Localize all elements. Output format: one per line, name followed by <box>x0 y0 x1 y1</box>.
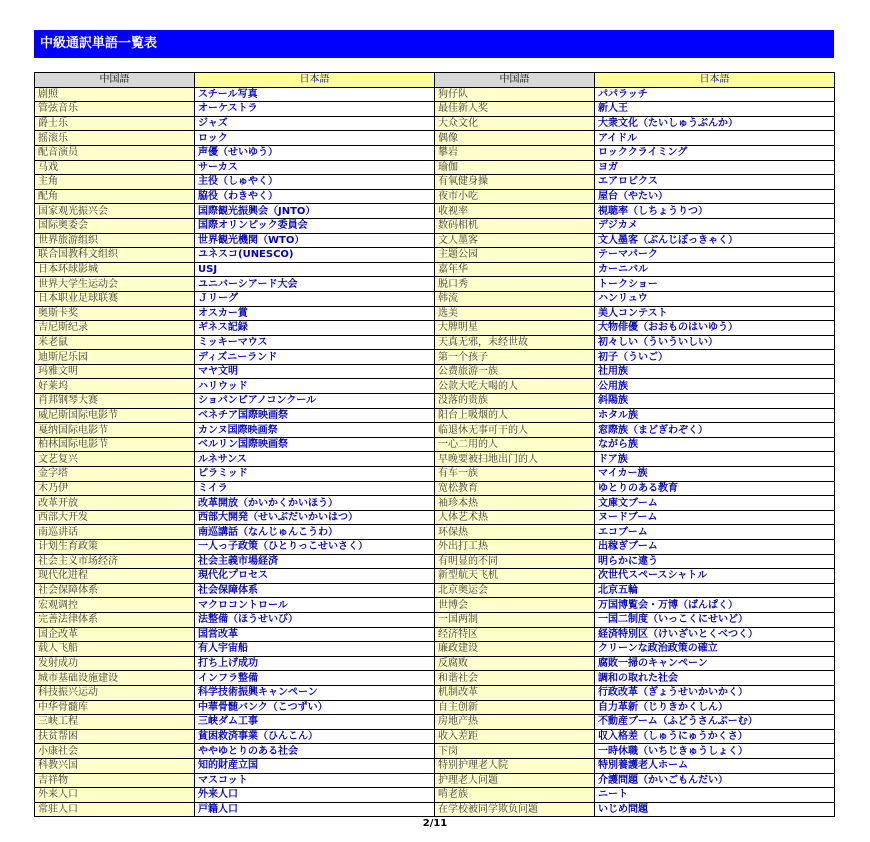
japanese-term-cell: カンヌ国際映画祭 <box>195 423 435 438</box>
japanese-term-cell: オスカー賞 <box>195 306 435 321</box>
japanese-term-cell: Ｊリーグ <box>195 291 435 306</box>
table-row <box>35 481 835 496</box>
japanese-term-cell: ロッククライミング <box>595 145 835 160</box>
japanese-term-cell: 科学技術振興キャンペーン <box>195 685 435 700</box>
chinese-term-cell: 世界旅游组织 <box>35 233 195 248</box>
japanese-term-cell: 社用族 <box>595 364 835 379</box>
japanese-term-cell: アイドル <box>595 131 835 146</box>
table-row <box>35 291 835 306</box>
japanese-term-cell: エコブーム <box>595 525 835 540</box>
chinese-term-cell: 配音演员 <box>35 145 195 160</box>
japanese-term-cell: 国際観光振興会（JNTO） <box>195 204 435 219</box>
japanese-term-cell: 三峡ダム工事 <box>195 715 435 730</box>
japanese-term-cell: 大物俳優（おおものはいゆう） <box>595 321 835 336</box>
chinese-term-cell: 有车一族 <box>435 467 595 482</box>
chinese-term-cell: 廉政建设 <box>435 642 595 657</box>
japanese-term-cell: ホタル族 <box>595 408 835 423</box>
chinese-term-cell: 阳台上吸烟的人 <box>435 408 595 423</box>
japanese-term-cell: インフラ整備 <box>195 671 435 686</box>
chinese-term-cell: 科教兴国 <box>35 758 195 773</box>
vocabulary-table <box>34 72 835 817</box>
japanese-term-cell: 視聴率（しちょうりつ） <box>595 204 835 219</box>
chinese-term-cell: 城市基础设施建设 <box>35 671 195 686</box>
table-row <box>35 248 835 263</box>
table-row <box>35 218 835 233</box>
chinese-term-cell: 主题公园 <box>435 248 595 263</box>
japanese-term-cell: ロック <box>195 131 435 146</box>
japanese-term-cell: 世界観光機関（WTO） <box>195 233 435 248</box>
chinese-term-cell: 公款大吃大喝的人 <box>435 379 595 394</box>
chinese-term-cell: 有氧健身操 <box>435 175 595 190</box>
japanese-term-cell: ピラミッド <box>195 467 435 482</box>
japanese-term-cell: 主役（しゅやく） <box>195 175 435 190</box>
table-body <box>35 87 835 817</box>
chinese-term-cell: 金字塔 <box>35 467 195 482</box>
chinese-term-cell: 大众文化 <box>435 116 595 131</box>
japanese-term-cell: ミイラ <box>195 481 435 496</box>
japanese-term-cell: 明らかに違う <box>595 554 835 569</box>
chinese-term-cell: 临退休无事可干的人 <box>435 423 595 438</box>
chinese-term-cell: 现代化进程 <box>35 569 195 584</box>
chinese-term-cell: 摇滚乐 <box>35 131 195 146</box>
chinese-term-cell: 韩流 <box>435 291 595 306</box>
japanese-term-cell: 一国二制度（いっこくにせいど） <box>595 612 835 627</box>
chinese-term-cell: 反腐败 <box>435 656 595 671</box>
japanese-term-cell: ゆとりのある教育 <box>595 481 835 496</box>
japanese-term-cell: 初子（ういご） <box>595 350 835 365</box>
japanese-term-cell: 初々しい（ういういしい） <box>595 335 835 350</box>
table-row <box>35 233 835 248</box>
chinese-term-cell: 第一个孩子 <box>435 350 595 365</box>
chinese-term-cell: 改革开放 <box>35 496 195 511</box>
japanese-term-cell: 有人宇宙船 <box>195 642 435 657</box>
table-row <box>35 758 835 773</box>
chinese-term-cell: 国企改革 <box>35 627 195 642</box>
japanese-term-cell: 特別養護老人ホーム <box>595 758 835 773</box>
japanese-term-cell: 収入格差（しゅうにゅうかくさ） <box>595 729 835 744</box>
chinese-term-cell: 奥斯卡奖 <box>35 306 195 321</box>
chinese-term-cell: 社会主义市场经济 <box>35 554 195 569</box>
chinese-term-cell: 好莱坞 <box>35 379 195 394</box>
chinese-term-cell: 科技振兴运动 <box>35 685 195 700</box>
chinese-term-cell: 早晚要被扫地出门的人 <box>435 452 595 467</box>
japanese-term-cell: カーニバル <box>595 262 835 277</box>
table-row <box>35 160 835 175</box>
chinese-term-cell: 偶像 <box>435 131 595 146</box>
japanese-term-cell: エアロビクス <box>595 175 835 190</box>
chinese-term-cell: 国际奥委会 <box>35 218 195 233</box>
japanese-term-cell: 戸籍人口 <box>195 802 435 817</box>
chinese-term-cell: 载人飞船 <box>35 642 195 657</box>
japanese-term-cell: ルネサンス <box>195 452 435 467</box>
chinese-term-cell: 一心二用的人 <box>435 437 595 452</box>
japanese-term-cell: 腐敗一掃のキャンペーン <box>595 656 835 671</box>
japanese-term-cell: ながら族 <box>595 437 835 452</box>
chinese-term-cell: 瑜伽 <box>435 160 595 175</box>
chinese-term-cell: 收视率 <box>435 204 595 219</box>
table-row <box>35 394 835 409</box>
table-row <box>35 364 835 379</box>
japanese-term-cell: ショパンピアノコンクール <box>195 394 435 409</box>
japanese-term-cell: ニート <box>595 788 835 803</box>
japanese-term-cell: 不動産ブーム（ふどうさんぶーむ） <box>595 715 835 730</box>
chinese-term-cell: 外出打工热 <box>435 540 595 555</box>
chinese-term-cell: 世界大学生运动会 <box>35 277 195 292</box>
chinese-term-cell: 小康社会 <box>35 744 195 759</box>
chinese-term-cell: 一国两制 <box>435 612 595 627</box>
japanese-term-cell: ギネス記録 <box>195 321 435 336</box>
chinese-term-cell: 世博会 <box>435 598 595 613</box>
chinese-term-cell: 人体艺术热 <box>435 510 595 525</box>
chinese-term-cell: 新型航天飞机 <box>435 569 595 584</box>
japanese-term-cell: 脇役（わきやく） <box>195 189 435 204</box>
chinese-term-cell: 吉祥物 <box>35 773 195 788</box>
japanese-term-cell: 新人王 <box>595 102 835 117</box>
chinese-term-cell: 马戏 <box>35 160 195 175</box>
japanese-term-cell: ややゆとりのある社会 <box>195 744 435 759</box>
chinese-term-cell: 木乃伊 <box>35 481 195 496</box>
chinese-term-cell: 日本职业足球联赛 <box>35 291 195 306</box>
japanese-term-cell: ベルリン国際映画祭 <box>195 437 435 452</box>
japanese-term-cell: 文人墨客（ぶんじぼっきゃく） <box>595 233 835 248</box>
chinese-term-cell: 在学校被同学欺负问题 <box>435 802 595 817</box>
table-row <box>35 262 835 277</box>
chinese-term-cell: 下岗 <box>435 744 595 759</box>
japanese-term-cell: 法整備（ほうせいび） <box>195 612 435 627</box>
table-row <box>35 102 835 117</box>
japanese-term-cell: 次世代スペースシャトル <box>595 569 835 584</box>
chinese-term-cell: 公费旅游一族 <box>435 364 595 379</box>
japanese-term-cell: 窓際族（まどぎわぞく） <box>595 423 835 438</box>
japanese-term-cell: ヨガ <box>595 160 835 175</box>
chinese-term-cell: 房地产热 <box>435 715 595 730</box>
table-row <box>35 131 835 146</box>
chinese-term-cell: 完善法律体系 <box>35 612 195 627</box>
table-header-row <box>35 73 835 88</box>
japanese-term-cell: 打ち上げ成功 <box>195 656 435 671</box>
table-row <box>35 715 835 730</box>
table-row <box>35 569 835 584</box>
chinese-term-cell: 宽松教育 <box>435 481 595 496</box>
table-row <box>35 540 835 555</box>
japanese-term-cell: ディズニーランド <box>195 350 435 365</box>
chinese-term-cell: 脱口秀 <box>435 277 595 292</box>
japanese-term-cell: オーケストラ <box>195 102 435 117</box>
page-number: 2/11 <box>422 818 448 829</box>
chinese-term-cell: 西部大开发 <box>35 510 195 525</box>
table-row <box>35 116 835 131</box>
japanese-term-cell: スチール写真 <box>195 87 435 102</box>
chinese-term-cell: 最佳新人奖 <box>435 102 595 117</box>
chinese-term-cell: 中华骨髓库 <box>35 700 195 715</box>
chinese-term-cell: 扶贫帮困 <box>35 729 195 744</box>
chinese-term-cell: 迪斯尼乐园 <box>35 350 195 365</box>
chinese-term-cell: 三峡工程 <box>35 715 195 730</box>
chinese-term-cell: 大牌明星 <box>435 321 595 336</box>
table-row <box>35 496 835 511</box>
chinese-term-cell: 爵士乐 <box>35 116 195 131</box>
japanese-term-cell: 知的財産立国 <box>195 758 435 773</box>
chinese-term-cell: 日本环球影城 <box>35 262 195 277</box>
chinese-term-cell: 收入差距 <box>435 729 595 744</box>
chinese-term-cell: 玛雅文明 <box>35 364 195 379</box>
japanese-term-cell: 社会保障体系 <box>195 583 435 598</box>
japanese-term-cell: 国際オリンピック委員会 <box>195 218 435 233</box>
japanese-term-cell: パパラッチ <box>595 87 835 102</box>
column-header-chinese: 中国語 <box>435 73 595 88</box>
japanese-term-cell: ミッキーマウス <box>195 335 435 350</box>
table-row <box>35 189 835 204</box>
chinese-term-cell: 米老鼠 <box>35 335 195 350</box>
chinese-term-cell: 联合国教科文组织 <box>35 248 195 263</box>
table-row <box>35 700 835 715</box>
chinese-term-cell: 袖珍本热 <box>435 496 595 511</box>
chinese-term-cell: 选美 <box>435 306 595 321</box>
chinese-term-cell: 夜市小吃 <box>435 189 595 204</box>
chinese-term-cell: 数码相机 <box>435 218 595 233</box>
japanese-term-cell: 屋台（やたい） <box>595 189 835 204</box>
chinese-term-cell: 嘉年华 <box>435 262 595 277</box>
chinese-term-cell: 宏观调控 <box>35 598 195 613</box>
japanese-term-cell: 自力革新（じりきかくしん） <box>595 700 835 715</box>
chinese-term-cell: 发射成功 <box>35 656 195 671</box>
japanese-term-cell: 声優（せいゆう） <box>195 145 435 160</box>
chinese-term-cell: 北京奥运会 <box>435 583 595 598</box>
japanese-term-cell: ユネスコ(UNESCO) <box>195 248 435 263</box>
japanese-term-cell: クリーンな政治政策の確立 <box>595 642 835 657</box>
chinese-term-cell: 有明显的不同 <box>435 554 595 569</box>
chinese-term-cell: 经济特区 <box>435 627 595 642</box>
japanese-term-cell: マスコット <box>195 773 435 788</box>
japanese-term-cell: 西部大開発（せいぶだいかいはつ） <box>195 510 435 525</box>
chinese-term-cell: 天真无邪，未经世故 <box>435 335 595 350</box>
chinese-term-cell: 常驻人口 <box>35 802 195 817</box>
japanese-term-cell: ドア族 <box>595 452 835 467</box>
chinese-term-cell: 南巡讲话 <box>35 525 195 540</box>
japanese-term-cell: 改革開放（かいかくかいほう） <box>195 496 435 511</box>
chinese-term-cell: 自主创新 <box>435 700 595 715</box>
page-title: 中級通訳単語一覧表 <box>34 30 834 58</box>
japanese-term-cell: トークショー <box>595 277 835 292</box>
column-header-japanese: 日本語 <box>595 73 835 88</box>
table-row <box>35 408 835 423</box>
chinese-term-cell: 护理老人问题 <box>435 773 595 788</box>
table-row <box>35 335 835 350</box>
table-row <box>35 452 835 467</box>
table-row <box>35 583 835 598</box>
japanese-term-cell: 社会主義市場経済 <box>195 554 435 569</box>
chinese-term-cell: 特别护理老人院 <box>435 758 595 773</box>
japanese-term-cell: 現代化プロセス <box>195 569 435 584</box>
table-row <box>35 204 835 219</box>
chinese-term-cell: 和谐社会 <box>435 671 595 686</box>
chinese-term-cell: 文人墨客 <box>435 233 595 248</box>
japanese-term-cell: 介護問題（かいごもんだい） <box>595 773 835 788</box>
table-row <box>35 525 835 540</box>
table-row <box>35 175 835 190</box>
japanese-term-cell: 斜陽族 <box>595 394 835 409</box>
japanese-term-cell: 行政改革（ぎょうせいかいかく） <box>595 685 835 700</box>
japanese-term-cell: ベネチア国際映画祭 <box>195 408 435 423</box>
chinese-term-cell: 柏林国际电影节 <box>35 437 195 452</box>
japanese-term-cell: サーカス <box>195 160 435 175</box>
table-row <box>35 598 835 613</box>
table-row <box>35 729 835 744</box>
japanese-term-cell: ジャズ <box>195 116 435 131</box>
table-row <box>35 554 835 569</box>
japanese-term-cell: 文庫文ブーム <box>595 496 835 511</box>
japanese-term-cell: 経済特別区（けいざいとくべつく） <box>595 627 835 642</box>
japanese-term-cell: 北京五輪 <box>595 583 835 598</box>
table-row <box>35 612 835 627</box>
japanese-term-cell: 南巡講話（なんじゅんこうわ） <box>195 525 435 540</box>
table-row <box>35 642 835 657</box>
table-row <box>35 788 835 803</box>
table-row <box>35 145 835 160</box>
japanese-term-cell: ヌードブーム <box>595 510 835 525</box>
column-header-japanese: 日本語 <box>195 73 435 88</box>
japanese-term-cell: 中華骨髄バンク（こつずい） <box>195 700 435 715</box>
japanese-term-cell: マヤ文明 <box>195 364 435 379</box>
chinese-term-cell: 社会保障体系 <box>35 583 195 598</box>
chinese-term-cell: 配角 <box>35 189 195 204</box>
chinese-term-cell: 啃老族 <box>435 788 595 803</box>
japanese-term-cell: 出稼ぎブーム <box>595 540 835 555</box>
table-row <box>35 379 835 394</box>
table-row <box>35 656 835 671</box>
japanese-term-cell: マイカー族 <box>595 467 835 482</box>
table-row <box>35 627 835 642</box>
table-row <box>35 277 835 292</box>
table-row <box>35 350 835 365</box>
japanese-term-cell: 一時休職（いちじきゅうしょく） <box>595 744 835 759</box>
chinese-term-cell: 狗仔队 <box>435 87 595 102</box>
table-row <box>35 321 835 336</box>
chinese-term-cell: 吉尼斯纪录 <box>35 321 195 336</box>
japanese-term-cell: ユニバーシアード大会 <box>195 277 435 292</box>
table-row <box>35 437 835 452</box>
japanese-term-cell: 調和の取れた社会 <box>595 671 835 686</box>
chinese-term-cell: 主角 <box>35 175 195 190</box>
chinese-term-cell: 管弦音乐 <box>35 102 195 117</box>
japanese-term-cell: ハンリュウ <box>595 291 835 306</box>
chinese-term-cell: 没落的贵族 <box>435 394 595 409</box>
japanese-term-cell: 万国博覧会・万博（ばんぱく） <box>595 598 835 613</box>
table-row <box>35 510 835 525</box>
japanese-term-cell: 美人コンテスト <box>595 306 835 321</box>
chinese-term-cell: 威尼斯国际电影节 <box>35 408 195 423</box>
chinese-term-cell: 机制改革 <box>435 685 595 700</box>
chinese-term-cell: 国家观光振兴会 <box>35 204 195 219</box>
japanese-term-cell: 大衆文化（たいしゅうぶんか） <box>595 116 835 131</box>
table-row <box>35 773 835 788</box>
japanese-term-cell: 一人っ子政策（ひとりっこせいさく） <box>195 540 435 555</box>
chinese-term-cell: 文艺复兴 <box>35 452 195 467</box>
chinese-term-cell: 剧照 <box>35 87 195 102</box>
chinese-term-cell: 攀岩 <box>435 145 595 160</box>
table-row <box>35 802 835 817</box>
table-row <box>35 87 835 102</box>
table-row <box>35 306 835 321</box>
japanese-term-cell: デジカメ <box>595 218 835 233</box>
chinese-term-cell: 戛纳国际电影节 <box>35 423 195 438</box>
table-row <box>35 423 835 438</box>
japanese-term-cell: マクロコントロール <box>195 598 435 613</box>
japanese-term-cell: テーマパーク <box>595 248 835 263</box>
chinese-term-cell: 计划生育政策 <box>35 540 195 555</box>
japanese-term-cell: USJ <box>195 262 435 277</box>
table-row <box>35 467 835 482</box>
table-row <box>35 685 835 700</box>
japanese-term-cell: 外来人口 <box>195 788 435 803</box>
japanese-term-cell: 国営改革 <box>195 627 435 642</box>
table-row <box>35 744 835 759</box>
chinese-term-cell: 环保热 <box>435 525 595 540</box>
japanese-term-cell: いじめ問題 <box>595 802 835 817</box>
japanese-term-cell: ハリウッド <box>195 379 435 394</box>
chinese-term-cell: 肖邦钢琴大赛 <box>35 394 195 409</box>
table-row <box>35 671 835 686</box>
chinese-term-cell: 外来人口 <box>35 788 195 803</box>
japanese-term-cell: 公用族 <box>595 379 835 394</box>
japanese-term-cell: 貧困救済事業（ひんこん） <box>195 729 435 744</box>
column-header-chinese: 中国語 <box>35 73 195 88</box>
